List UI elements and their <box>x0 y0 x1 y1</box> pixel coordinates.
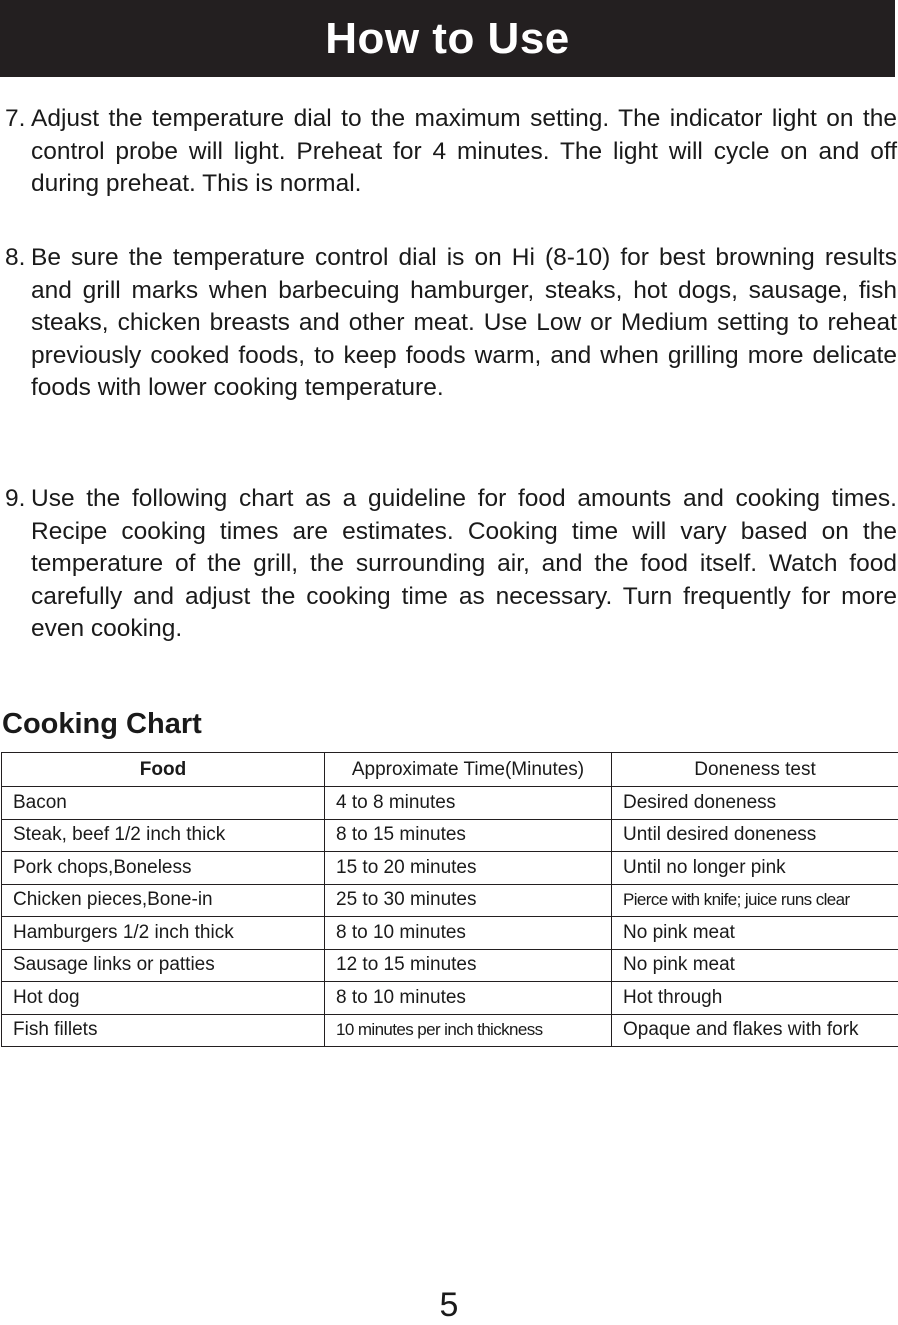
doneness-cell: Pierce with knife; juice runs clear <box>612 884 898 917</box>
table-row <box>2 884 898 917</box>
page-number: 5 <box>439 1286 459 1324</box>
doneness-cell: Hot through <box>612 982 898 1015</box>
column-header-doneness: Doneness test <box>612 753 898 787</box>
cooking-chart-table <box>1 752 898 1047</box>
food-cell: Hot dog <box>2 982 325 1015</box>
page-header <box>0 0 895 77</box>
cooking-chart-title: Cooking Chart <box>2 708 202 740</box>
doneness-cell: Desired doneness <box>612 787 898 820</box>
food-cell: Steak, beef 1/2 inch thick <box>2 819 325 852</box>
table-row <box>2 819 898 852</box>
time-cell: 25 to 30 minutes <box>325 884 612 917</box>
doneness-cell: Opaque and flakes with fork <box>612 1014 898 1047</box>
header-title: How to Use <box>325 13 570 63</box>
doneness-cell: No pink meat <box>612 949 898 982</box>
instruction-step-9 <box>5 483 897 646</box>
doneness-cell: Until no longer pink <box>612 852 898 885</box>
step-text: Adjust the temperature dial to the maximum setting. The indicator light on the control probe will light. Preheat for 4 minutes. The light will cycle on and off during preheat. This is normal. <box>31 105 897 197</box>
step-number: 8. <box>5 244 26 271</box>
doneness-cell: Until desired doneness <box>612 819 898 852</box>
column-header-food: Food <box>2 753 325 787</box>
column-header-time: Approximate Time(Minutes) <box>325 753 612 787</box>
time-cell: 8 to 15 minutes <box>325 819 612 852</box>
step-text: Use the following chart as a guideline for food amounts and cooking times. Recipe cooking times are estimates. Cooking time will vary based on the temperature of the grill, the surrounding air, and the food itself. Watch food carefully and adjust the cooking time as necessary. Turn frequently for more even cooking. <box>31 485 897 642</box>
time-cell: 4 to 8 minutes <box>325 787 612 820</box>
step-number: 7. <box>5 105 26 132</box>
table-row <box>2 1014 898 1047</box>
time-cell: 8 to 10 minutes <box>325 982 612 1015</box>
food-cell: Hamburgers 1/2 inch thick <box>2 917 325 950</box>
doneness-cell: No pink meat <box>612 917 898 950</box>
food-cell: Fish fillets <box>2 1014 325 1047</box>
table-row <box>2 982 898 1015</box>
food-cell: Pork chops,Boneless <box>2 852 325 885</box>
table-row <box>2 787 898 820</box>
step-number: 9. <box>5 485 26 512</box>
step-text: Be sure the temperature control dial is on Hi (8-10) for best browning results and grill marks when barbecuing hamburger, steaks, hot dogs, sausage, fish steaks, chicken breasts and other meat. Use Low or Medium setting to reheat previously cooked foods, to keep foods warm, and when grilling more delicate foods with lower cooking temperature. <box>31 244 897 401</box>
instruction-step-8 <box>5 242 897 405</box>
time-cell: 15 to 20 minutes <box>325 852 612 885</box>
table-header-row <box>2 753 898 787</box>
time-cell: 10 minutes per inch thickness <box>325 1014 612 1047</box>
time-cell: 12 to 15 minutes <box>325 949 612 982</box>
food-cell: Chicken pieces,Bone-in <box>2 884 325 917</box>
food-cell: Sausage links or patties <box>2 949 325 982</box>
instruction-step-7 <box>5 103 897 201</box>
table-row <box>2 852 898 885</box>
time-cell: 8 to 10 minutes <box>325 917 612 950</box>
table-row <box>2 917 898 950</box>
food-cell: Bacon <box>2 787 325 820</box>
table-row <box>2 949 898 982</box>
